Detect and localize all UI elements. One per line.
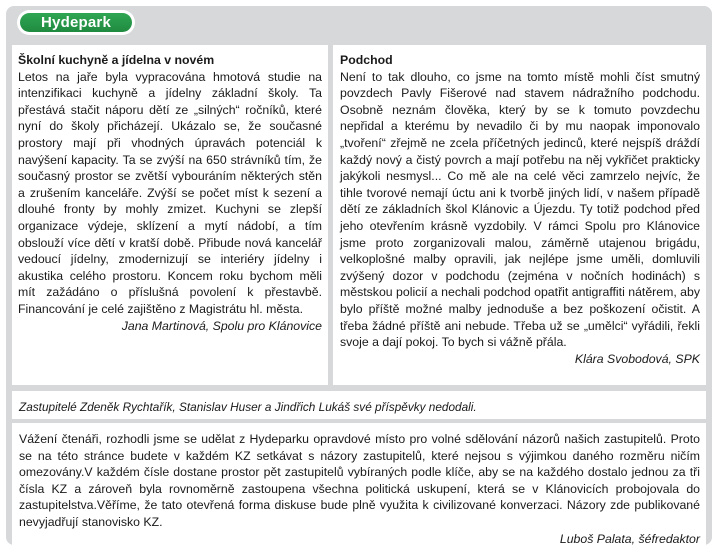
editorial <box>19 431 700 547</box>
left-article <box>18 52 322 334</box>
right-article-panel <box>333 45 706 385</box>
left-article-body: Letos na jaře byla vypracována hmotová studie na intenzifikaci kuchyně a jídelny základní školy. Ta přestává stačit náporu dětí ze „silných“ ročníků, které nyní do školy přicházejí. Ukázalo se, že současné prostory mají při vhodných úpravách potenciál k navýšení kapacity. Ta se zvýší na 650 strávníků tím, že současný prostor se zvětší vybouráním některých stěn a zrušením kanceláře. Zvýší se počet míst k sezení a dlouhé fronty by mohly zmizet. Kuchyni se zlepší organizace výdeje, sklízení a mytí nádobí, a tím obslouží více dětí v kratší době. Přibude nová kancelář vedoucí jídelny, zmodernizují se interiéry jídelny i akustika celého prostoru. Koncem roku bychom měli mít zažádáno o příslušná povolení k přestavbě. Financování je celé zajištěno z Magistrátu hl. města. <box>18 69 322 316</box>
section-badge <box>17 10 135 35</box>
editorial-panel <box>12 423 706 546</box>
right-article <box>340 52 700 367</box>
left-article-panel <box>12 45 328 385</box>
editorial-author: Luboš Palata, šéfredaktor <box>559 531 700 546</box>
section-badge-label: Hydepark <box>20 13 132 32</box>
right-article-body: Není to tak dlouho, co jsme na tomto místě mohli číst smutný povzdech Pavly Fišerové nad stavem nádražního podchodu. Osobně neznám člověka, který by se k tomuto povzdechu nepřidal a kterému by nevadilo či by mu naopak imponovalo „tvoření“ zřejmě ne zcela příčetných jedinců, které nejspíš dráždí každý nový a čistý povrch a mají potřebu na něj vykřičet prakticky jakýkoli nesmysl... Co mě ale na celé věci zamrzelo nejvíc, že tihle tvorové nemají úctu ani k tvorbě jiných lidí, v našem případě dětí ze základních škol Klánovic a Újezdu. Ty totiž podchod před jeho otevřením krásně vyzdobily. V rámci Spolu pro Klánovice jsme proto zorganizovali malou, záměrně utajenou brigádu, velkoplošné malby opravili, jak nejlépe jsme uměli, domluvili zvýšený dozor v podchodu (zejména v nočních hodinách) s městskou policií a nechali podchod opatřit antigraffiti nátěrem, aby bylo příště možné malby jednoduše a bez poškození očistit. A třeba žádné příště ani nebude. Třeba už se „umělci“ vyřádili, řekli svoje a dají pokoj. To bych si vážně přála. <box>340 69 701 350</box>
note-panel <box>12 391 706 419</box>
editorial-body: Vážení čtenáři, rozhodli jsme se udělat z Hydeparku opravdové místo pro volné sdělování názorů našich zastupitelů. Proto se na této stránce budete v každém KZ setkávat s názory zastupitelů, které nejsou s výjimkou daného rozměru ničím omezovány.V každém čísle dostane prostor pět zastupitelů vybíraných podle klíče, aby se na každého dostalo jednou za tři čísla KZ a zároveň byla rovnoměrně zastoupena všechna politická uskupení, která se v Klánovicích probojovala do zastupitelstva.Věříme, že tato otevřená forma diskuse bude plně využita k civilizované konverzaci. Názory zde publikované nevyjadřují stanovisko KZ. <box>19 432 700 529</box>
right-article-author: Klára Svobodová, SPK <box>574 351 700 366</box>
left-article-author: Jana Martinová, Spolu pro Klánovice <box>121 318 322 333</box>
missing-contributions-note: Zastupitelé Zdeněk Rychtařík, Stanislav Huser a Jindřich Lukáš své příspěvky nedodali. <box>19 400 477 414</box>
left-article-title: Školní kuchyně a jídelna v novém <box>18 53 215 67</box>
right-article-title: Podchod <box>340 53 393 67</box>
